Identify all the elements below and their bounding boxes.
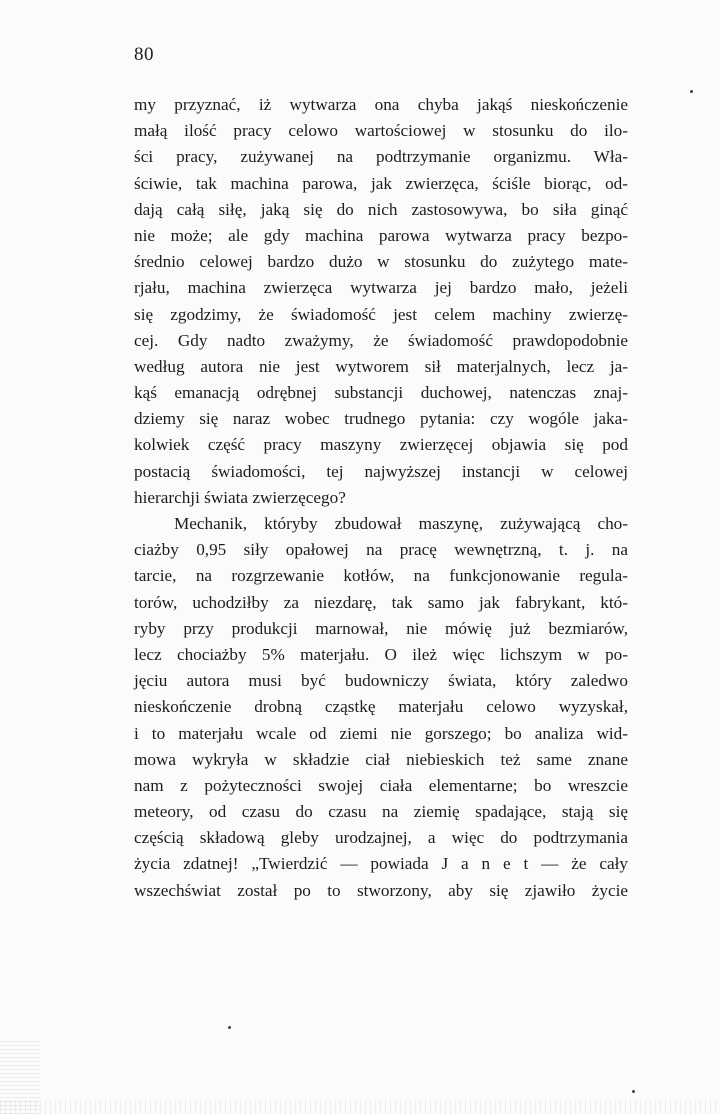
text-line: częścią składową gleby urodzajnej, a więc do podtrzymania: [134, 828, 628, 848]
text-line: nie może; ale gdy machina parowa wytwarza pracy bezpo-: [134, 225, 628, 245]
text-line: ryby przy produkcji marnował, nie mówię już bezmiarów,: [134, 618, 628, 638]
scan-noise: [0, 1100, 720, 1114]
text-line: meteory, od czasu do czasu na ziemię spadające, stają się: [134, 802, 628, 822]
text-line: cej. Gdy nadto zważymy, że świadomość prawdopodobnie: [134, 330, 628, 350]
text-line: małą ilość pracy celowo wartościowej w stosunku do ilo-: [134, 121, 628, 141]
text-line: mowa wykryła w składzie ciał niebieskich też same znane: [134, 749, 628, 769]
text-line: kolwiek część pracy maszyny zwierzęcej objawia się pod: [134, 435, 628, 455]
text-line: i to materjału wcale od ziemi nie gorszego; bo analiza wid-: [134, 723, 628, 743]
text-line: jęciu autora musi być budowniczy świata, który zaledwo: [134, 671, 628, 691]
text-line: średnio celowej bardzo dużo w stosunku do zużytego mate-: [134, 252, 628, 272]
text-line: ści pracy, zużywanej na podtrzymanie organizmu. Wła-: [134, 147, 628, 167]
text-line: rjału, machina zwierzęca wytwarza jej bardzo mało, jeżeli: [134, 278, 628, 298]
text-line: życia zdatnej! „Twierdzić — powiada J a n e t — że cały: [134, 854, 628, 874]
text-line: ciażby 0,95 siły opałowej na pracę wewnętrzną, t. j. na: [134, 540, 628, 560]
text-line: torów, uchodziłby za niezdarę, tak samo jak fabrykant, któ-: [134, 592, 628, 612]
body-text: [134, 92, 628, 904]
text-line: nam z pożyteczności swojej ciała elementarne; bo wreszcie: [134, 775, 628, 795]
text-line: dają całą siłę, jaką się do nich zastosowywa, bo siła ginąć: [134, 199, 628, 219]
text-line: się zgodzimy, że świadomość jest celem machiny zwierzę-: [134, 304, 628, 324]
text-line: według autora nie jest wytworem sił materjalnych, lecz ja-: [134, 356, 628, 376]
text-line: nieskończenie drobną cząstkę materjału celowo wyzyskał,: [134, 697, 628, 717]
text-line: dziemy się naraz wobec trudnego pytania: czy wogóle jaka-: [134, 409, 628, 429]
text-line: postacią świadomości, tej najwyższej instancji w celowej: [134, 461, 628, 481]
text-line: ściwie, tak machina parowa, jak zwierzęca, ściśle biorąc, od-: [134, 173, 628, 193]
text-line: tarcie, na rozgrzewanie kotłów, na funkcjonowanie regula-: [134, 566, 628, 586]
scan-speck: [690, 90, 693, 93]
text-line: hierarchji świata zwierzęcego?: [134, 487, 346, 507]
text-line: Mechanik, któryby zbudował maszynę, zużywającą cho-: [174, 514, 628, 533]
page-number: 80: [134, 44, 154, 65]
text-line: wszechświat został po to stworzony, aby się zjawiło życie: [134, 880, 628, 900]
text-line: lecz chociażby 5% materjału. O ileż więc lichszym w po-: [134, 644, 628, 664]
scan-speck: [228, 1026, 231, 1029]
text-line: my przyznać, iż wytwarza ona chyba jakąś nieskończenie: [134, 95, 628, 114]
scan-speck: [632, 1090, 635, 1093]
text-line: kąś emanacją odrębnej substancji duchowej, natenczas znaj-: [134, 383, 628, 403]
